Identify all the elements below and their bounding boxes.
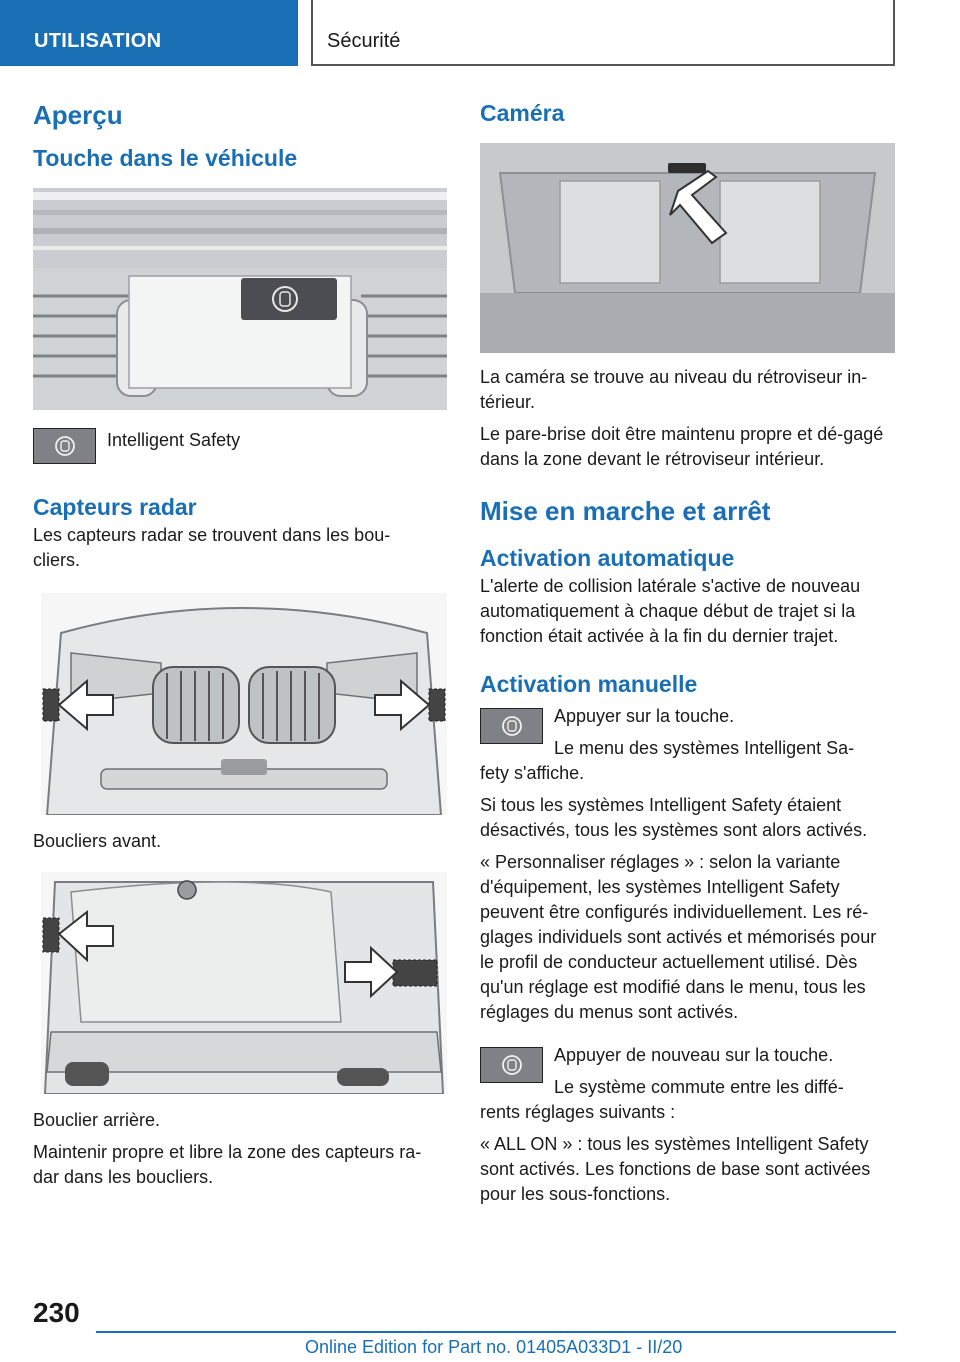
personal-text: « Personnaliser réglages » : selon la variante d'équipement, les systèmes Intelligent Safety peuvent être configurés individuellement. Les ré-glages individuels sont activés et mémorisés pour le profil de conducteur actuellement utilisé. Dès qu'un réglage est modifié dans le menu, tous les réglages du menus sont activés. xyxy=(480,852,877,1022)
chapter-tab: Sécurité xyxy=(311,0,895,66)
page-header xyxy=(0,0,960,66)
front-car-drawing xyxy=(41,593,447,815)
rear-car-drawing xyxy=(41,872,447,1094)
onoff-heading: Mise en marche et arrêt xyxy=(480,496,771,526)
intelligent-safety-button-icon xyxy=(480,708,543,744)
intelligent-safety-button-icon xyxy=(480,1047,543,1083)
all-on-text: « ALL ON » : tous les systèmes Intelligent Safety sont activés. Les fonctions de base sont activées pour les sous-fonctions. xyxy=(480,1134,871,1204)
rear-text: Maintenir propre et libre la zone des capteurs ra-dar dans les boucliers. xyxy=(33,1142,422,1187)
camera-text-1: La caméra se trouve au niveau du rétroviseur in-térieur. xyxy=(480,367,868,412)
overview-heading: Aperçu xyxy=(33,100,123,130)
rear-caption: Bouclier arrière. xyxy=(33,1110,161,1130)
auto-text: L'alerte de collision latérale s'active de nouveau automatiquement à chaque début de trajet si la fonction était activée à la fin du dernier trajet. xyxy=(480,576,861,646)
legend-label: Intelligent Safety xyxy=(107,430,241,450)
front-bumper-illustration xyxy=(41,593,447,815)
section-tab: UTILISATION xyxy=(0,0,298,66)
auto-heading: Activation automatique xyxy=(480,545,735,571)
all-off-text: Si tous les systèmes Intelligent Safety étaient désactivés, tous les systèmes sont alors activés. xyxy=(480,795,868,840)
radar-text: Les capteurs radar se trouvent dans les bou- cliers. xyxy=(33,525,391,570)
page-number: 230 xyxy=(33,1297,80,1328)
dashboard-drawing xyxy=(33,188,447,410)
edition-text: Online Edition for Part no. 01405A033D1 - II/20 xyxy=(305,1337,683,1357)
step1-row xyxy=(480,704,895,761)
step1-text xyxy=(554,704,854,761)
radar-heading: Capteurs radar xyxy=(33,494,197,520)
button-heading: Touche dans le véhicule xyxy=(33,145,298,171)
step2-text xyxy=(554,1043,844,1100)
camera-text-2: Le pare-brise doit être maintenu propre et dé-gagé dans la zone devant le rétroviseur intérieur. xyxy=(480,424,884,469)
step2-line-c: rents réglages suivants : xyxy=(480,1102,676,1122)
left-column xyxy=(33,100,447,1197)
right-column xyxy=(480,100,895,1214)
dashboard-button-illustration xyxy=(33,188,447,410)
legend-row xyxy=(33,428,447,464)
camera-drawing xyxy=(480,143,895,353)
rear-bumper-illustration xyxy=(41,872,447,1094)
step2-row xyxy=(480,1043,895,1100)
step1-line-c: fety s'affiche. xyxy=(480,763,585,783)
step1-line-b: Le menu des systèmes Intelligent Sa- xyxy=(554,738,855,758)
camera-illustration xyxy=(480,143,895,353)
camera-heading: Caméra xyxy=(480,100,565,126)
step2-line-a: Appuyer de nouveau sur la touche. xyxy=(554,1045,834,1065)
footer-divider xyxy=(96,1331,896,1333)
step2-line-b: Le système commute entre les diffé- xyxy=(554,1077,844,1097)
front-caption: Boucliers avant. xyxy=(33,831,162,851)
intelligent-safety-button-icon xyxy=(33,428,96,464)
manual-heading: Activation manuelle xyxy=(480,671,698,697)
step1-line-a: Appuyer sur la touche. xyxy=(554,706,735,726)
